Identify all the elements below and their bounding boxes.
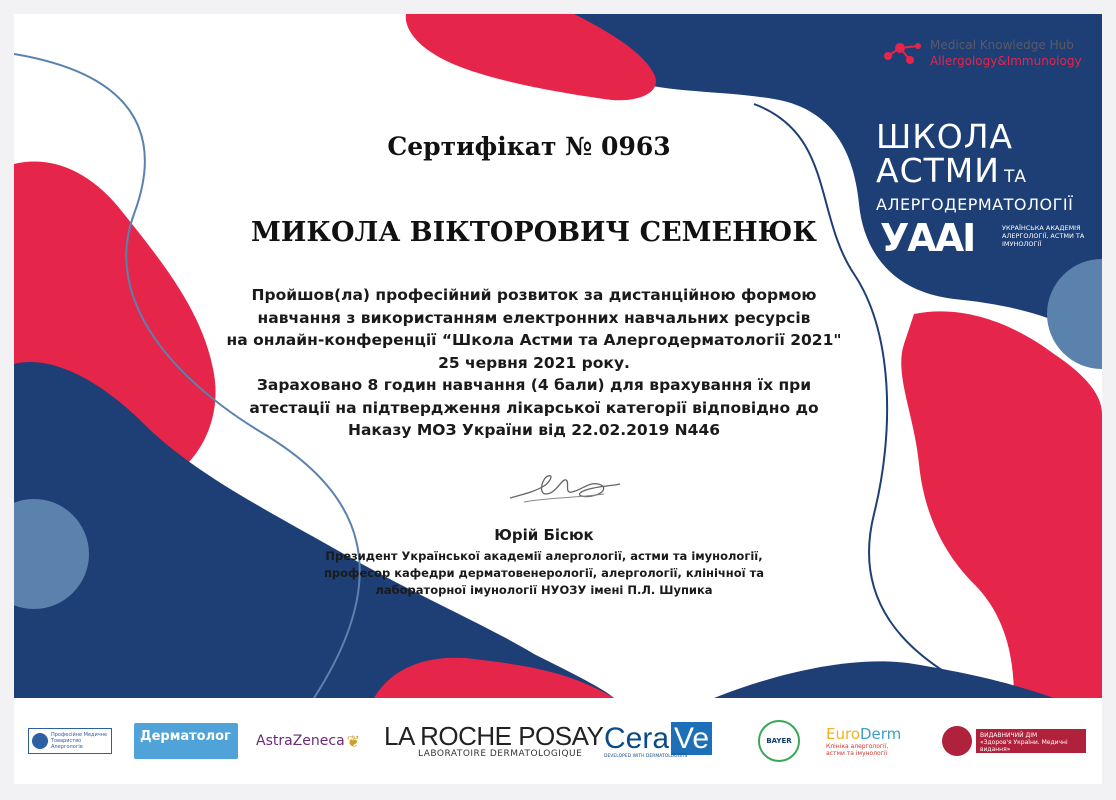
body-line: Наказу МОЗ України від 22.02.2019 N446 (347, 421, 721, 439)
society-emblem-icon (32, 733, 48, 749)
academy-logo (880, 216, 1100, 266)
sponsor-logos-strip (14, 698, 1102, 784)
school-logo-text (876, 117, 1096, 216)
sponsor-euroderm: EuroDerm Клініка алергології, астми та імунології (826, 725, 902, 757)
sponsor-la-roche-posay: LA ROCHE POSAY LABORATOIRE DERMATOLOGIQUE (384, 721, 604, 759)
body-line: навчання з використанням електронних навчальних ресурсів (257, 308, 811, 327)
red-blob-right (901, 311, 1102, 698)
academy-description: УКРАЇНСЬКА АКАДЕМІЯ АЛЕРГОЛОГІЇ, АСТМИ ТА ІМУНОЛОГІЇ (1002, 224, 1085, 248)
sponsor-dermatolog: Дерматолог (134, 698, 238, 784)
school-line1: ШКОЛА (876, 117, 1014, 156)
molecule-icon (880, 38, 924, 74)
certificate-title: Сертифікат № 0963 (387, 132, 671, 161)
body-line: Зараховано 8 годин навчання (4 бали) для врахування їх при (256, 376, 812, 394)
school-line3: АЛЕРГОДЕРМАТОЛОГІЇ (876, 195, 1074, 214)
sponsor-astrazeneca: AstraZeneca ❦ (256, 731, 361, 751)
signer-position (274, 548, 814, 599)
publisher-emblem-icon (942, 726, 972, 756)
recipient-name: МИКОЛА ВІКТОРОВИЧ СЕМЕНЮК (251, 217, 817, 248)
sponsor-cerave: Cera Ve DEVELOPED WITH DERMATOLOGISTS (604, 698, 732, 784)
signature-image (504, 464, 624, 508)
position-line: професор кафедри дерматовенерології, алергології, клінічної та (323, 566, 765, 580)
body-line: 25 червня 2021 року. (438, 353, 630, 372)
position-line: Президент Української академії алергології, астми та імунології, (325, 549, 763, 563)
signer-name: Юрій Бісюк (494, 526, 594, 544)
academy-logo-mark: УААІ (880, 216, 975, 260)
hub-title: Medical Knowledge Hub (930, 38, 1074, 52)
sponsor-zdorovya-ukrainy: ВИДАВНИЧИЙ ДІМ «Здоров'я України. Медичні видання» (942, 698, 1088, 784)
hub-subtitle: Allergology&Immunology (930, 54, 1082, 68)
sponsor-bayer (756, 698, 802, 784)
sponsor-allergists-society: Професійне Медичне Товариство Алергологів (28, 698, 112, 784)
school-line2: АСТМИ ТА (876, 151, 1026, 190)
body-line: Пройшов(ла) професійний розвиток за дистанційною формою (251, 286, 817, 304)
certificate-body (194, 284, 874, 442)
astrazeneca-swirl-icon: ❦ (346, 731, 361, 751)
body-line: на онлайн-конференції “Школа Астми та Алергодерматології 2021" (226, 331, 842, 349)
navy-blob-bottom-right (714, 661, 1054, 698)
certificate (14, 14, 1102, 698)
bayer-cross-icon: BAYER (758, 720, 800, 762)
body-line: атестації на підтвердження лікарської категорії відповідно до (249, 398, 819, 417)
position-line: лабораторної імунології НУОЗУ імені П.Л. Шупика (375, 583, 713, 597)
medical-knowledge-hub-logo (880, 36, 1090, 76)
